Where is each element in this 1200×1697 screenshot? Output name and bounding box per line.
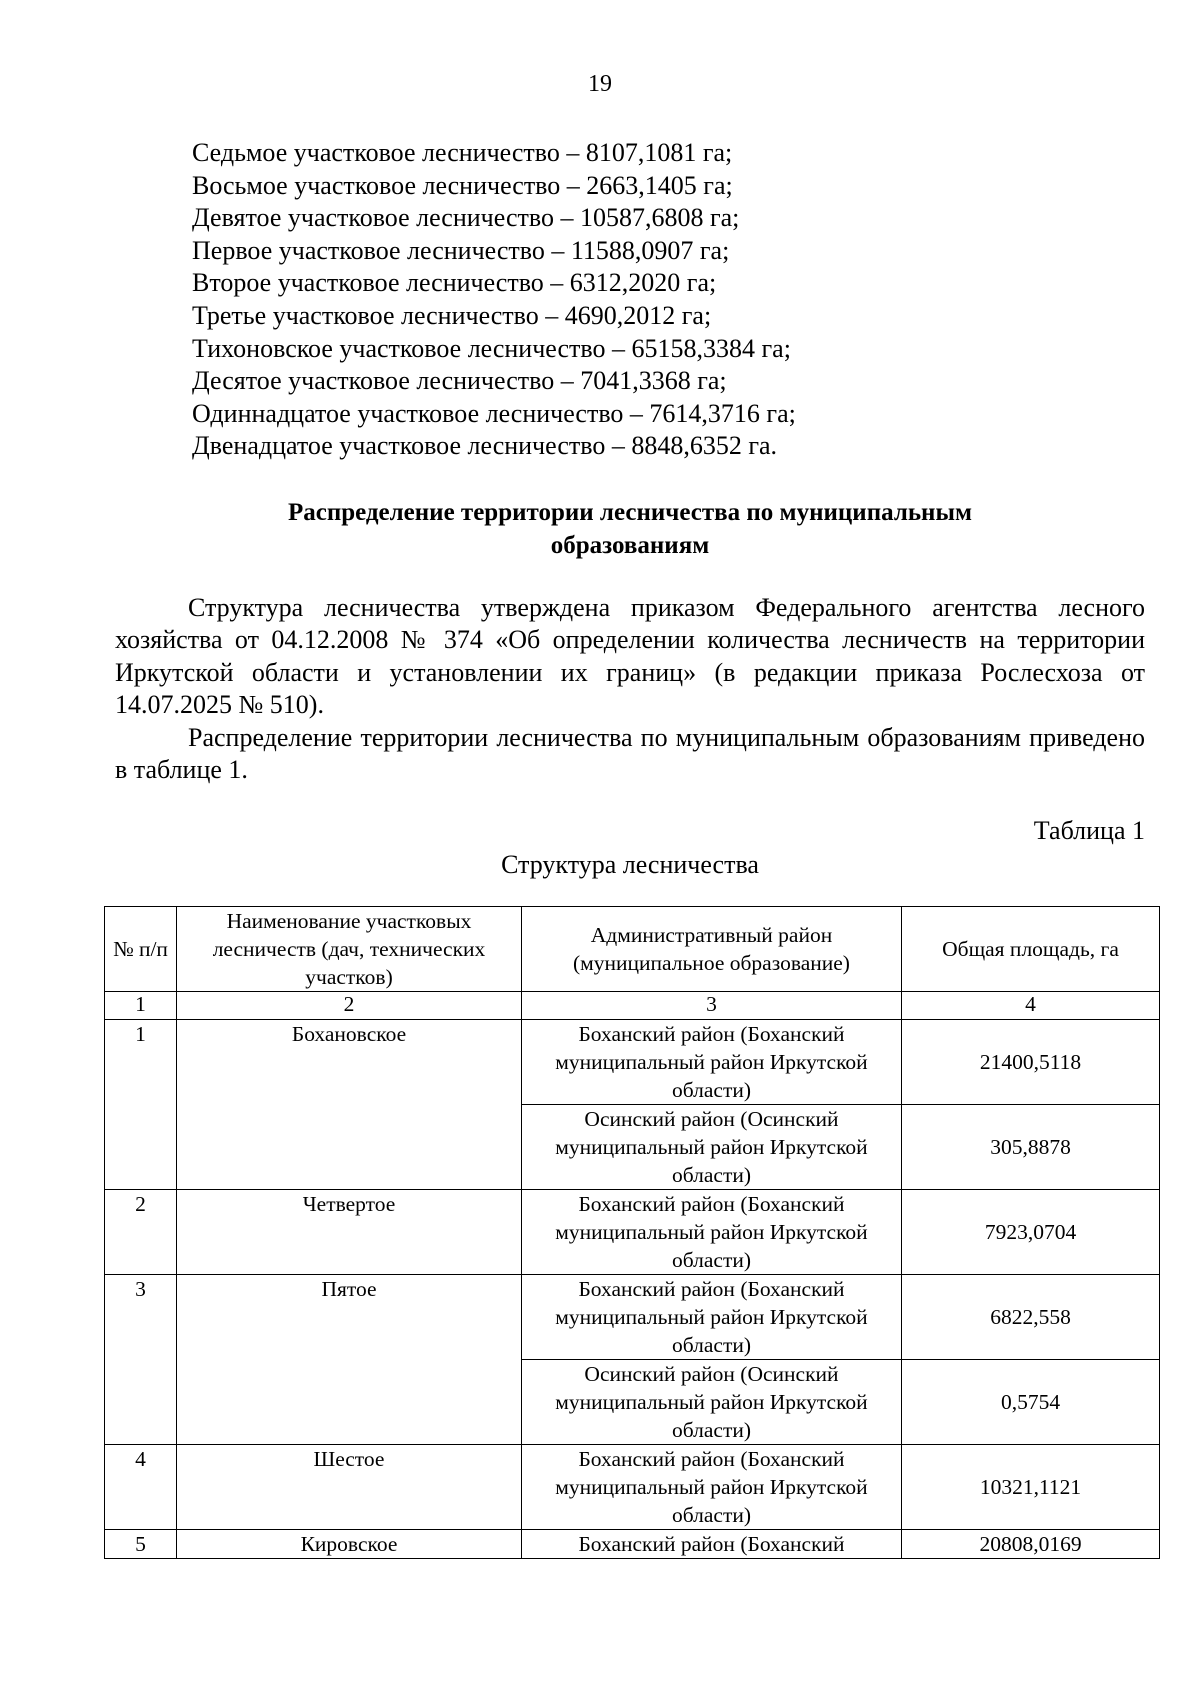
section-heading-line2: образованиям <box>550 532 710 559</box>
list-item: Первое участковое лесничество – 11588,0907 га; <box>192 235 730 265</box>
row-num: 3 <box>105 1275 177 1445</box>
list-item: Десятое участковое лесничество – 7041,3368 га; <box>192 366 727 396</box>
table-index-row <box>105 992 1160 1020</box>
row-num: 4 <box>105 1445 177 1530</box>
section-heading-line1: Распределение территории лесничества по муниципальным <box>287 499 973 526</box>
row-district: Осинский район (Осинский муниципальный район Иркутской области) <box>522 1105 902 1190</box>
header-district: Административный район (муниципальное образование) <box>522 907 902 992</box>
table-label: Таблица 1 <box>1033 816 1145 845</box>
row-area: 7923,0704 <box>902 1190 1160 1275</box>
list-item: Второе участковое лесничество – 6312,2020 га; <box>192 268 717 298</box>
header-area: Общая площадь, га <box>902 907 1160 992</box>
forestry-structure-table <box>104 906 1160 1559</box>
row-district: Боханский район (Боханский муниципальный район Иркутской области) <box>522 1020 902 1105</box>
page-number: 19 <box>588 71 612 97</box>
list-item: Седьмое участковое лесничество – 8107,1081 га; <box>192 138 733 167</box>
table-title: Структура лесничества <box>501 850 759 879</box>
list-item: Тихоновское участковое лесничество – 65158,3384 га; <box>192 333 791 363</box>
row-district: Боханский район (Боханский муниципальный район Иркутской области) <box>522 1275 902 1360</box>
row-area: 21400,5118 <box>902 1020 1160 1105</box>
row-area: 20808,0169 <box>902 1530 1160 1559</box>
index-cell: 4 <box>902 992 1160 1020</box>
index-cell: 1 <box>105 992 177 1020</box>
table-header-row <box>105 907 1160 992</box>
row-district: Осинский район (Осинский муниципальный район Иркутской области) <box>522 1360 902 1445</box>
row-forestry-name: Кировское <box>177 1530 522 1559</box>
index-cell: 3 <box>522 992 902 1020</box>
table-row <box>105 1530 1160 1559</box>
row-num: 5 <box>105 1530 177 1559</box>
table-row <box>105 1020 1160 1105</box>
row-forestry-name: Шестое <box>177 1445 522 1530</box>
forestries-list <box>192 137 1092 463</box>
row-num: 2 <box>105 1190 177 1275</box>
list-item: Двенадцатое участковое лесничество – 8848,6352 га. <box>192 431 778 461</box>
header-num: № п/п <box>105 907 177 992</box>
table-row <box>105 1445 1160 1530</box>
row-area: 6822,558 <box>902 1275 1160 1360</box>
table-row <box>105 1190 1160 1275</box>
row-area: 10321,1121 <box>902 1445 1160 1530</box>
row-forestry-name: Четвертое <box>177 1190 522 1275</box>
header-name: Наименование участковых лесничеств (дач, технических участков) <box>177 907 522 992</box>
row-num: 1 <box>105 1020 177 1190</box>
row-district: Боханский район (Боханский <box>522 1530 902 1559</box>
row-forestry-name: Бохановское <box>177 1020 522 1190</box>
row-area: 305,8878 <box>902 1105 1160 1190</box>
table-row <box>105 1275 1160 1360</box>
paragraph-distribution: Распределение территории лесничества по муниципальным образованиям приведено в таблице 1. <box>115 723 1145 785</box>
list-item: Девятое участковое лесничество – 10587,6808 га; <box>192 203 740 233</box>
row-forestry-name: Пятое <box>177 1275 522 1445</box>
row-district: Боханский район (Боханский муниципальный район Иркутской области) <box>522 1190 902 1275</box>
row-area: 0,5754 <box>902 1360 1160 1445</box>
row-district: Боханский район (Боханский муниципальный район Иркутской области) <box>522 1445 902 1530</box>
section-heading <box>115 496 1145 562</box>
list-item: Восьмое участковое лесничество – 2663,1405 га; <box>192 170 733 200</box>
paragraph-structure: Структура лесничества утверждена приказом Федерального агентства лесного хозяйства от 04.12.2008 № 374 «Об определении количества лесничеств на территории Иркутской области и установлении их границ» (в редакции приказа Рослесхоза от 14.07.2025 № 510). <box>115 593 1145 720</box>
index-cell: 2 <box>177 992 522 1020</box>
list-item: Одиннадцатое участковое лесничество – 7614,3716 га; <box>192 398 796 428</box>
list-item: Третье участковое лесничество – 4690,2012 га; <box>192 300 712 330</box>
